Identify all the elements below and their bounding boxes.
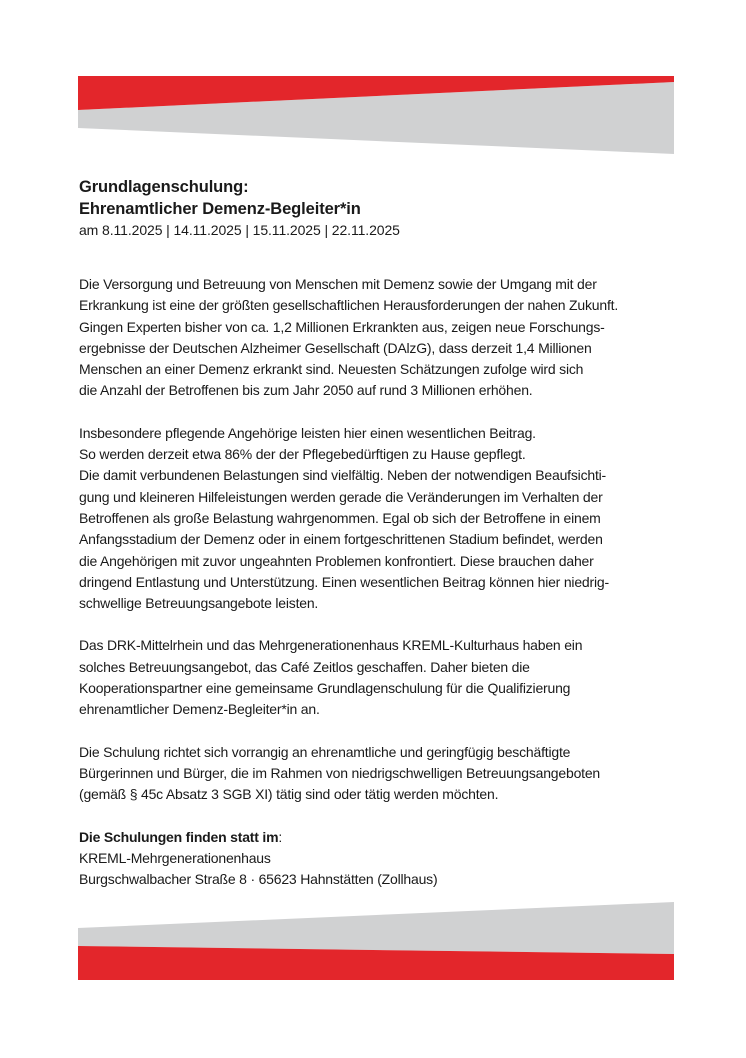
- location-address: Burgschwalbacher Straße 8 · 65623 Hahnstätten (Zollhaus): [79, 871, 438, 888]
- text-line: Die Schulung richtet sich vorrangig an ehrenamtliche und geringfügig beschäftigte: [79, 743, 571, 760]
- text-line: Anfangsstadium der Demenz oder in einem fortgeschrittenen Stadium befindet, werden: [79, 531, 603, 548]
- text-line: Bürgerinnen und Bürger, die im Rahmen von niedrigschwelligen Betreuungsangeboten: [79, 764, 601, 781]
- text-line: Die damit verbundenen Belastungen sind vielfältig. Neben der notwendigen Beaufsichti-: [79, 467, 607, 484]
- text-line: So werden derzeit etwa 86% der der Pflegebedürftigen zu Hause gepflegt.: [79, 446, 526, 463]
- location-block: [79, 827, 679, 891]
- text-line: Betroffenen als große Belastung wahrgenommen. Egal ob sich der Betroffene in einem: [79, 509, 601, 526]
- text-line: die Anzahl der Betroffenen bis zum Jahr 2050 auf rund 3 Millionen erhöhen.: [79, 382, 533, 399]
- location-name: KREML-Mehrgenerationenhaus: [79, 849, 271, 866]
- text-line: Gingen Experten bisher von ca. 1,2 Millionen Erkrankten aus, zeigen neue Forschungs-: [79, 318, 605, 335]
- location-heading-colon: :: [278, 828, 283, 845]
- text-line: dringend Entlastung und Unterstützung. Einen wesentlichen Beitrag können hier niedrig-: [79, 573, 609, 590]
- text-line: Menschen an einer Demenz erkrankt sind. Neuesten Schätzungen zufolge wird sich: [79, 361, 584, 378]
- top-banner-graphic: [0, 70, 746, 156]
- text-line: solches Betreuungsangebot, das Café Zeitlos geschaffen. Daher bieten die: [79, 658, 530, 675]
- text-line: Die Versorgung und Betreuung von Menschen mit Demenz sowie der Umgang mit der: [79, 276, 597, 292]
- text-line: ehrenamtlicher Demenz-Begleiter*in an.: [79, 701, 320, 718]
- bottom-banner-graphic: [0, 898, 746, 984]
- paragraph-target-group: [79, 742, 679, 806]
- text-line: schwellige Betreuungsangebote leisten.: [79, 595, 319, 612]
- text-line: gung und kleineren Hilfeleistungen werden gerade die Veränderungen im Verhalten der: [79, 488, 603, 505]
- text-line: Das DRK-Mittelrhein und das Mehrgenerationenhaus KREML-Kulturhaus haben ein: [79, 637, 583, 654]
- text-line: (gemäß § 45c Absatz 3 SGB XI) tätig sind oder tätig werden möchten.: [79, 786, 499, 803]
- location-heading-line: [79, 827, 679, 848]
- text-line: Erkrankung ist eine der größten gesellschaftlichen Herausforderungen der nahen Zukunft.: [79, 297, 619, 314]
- text-line: die Angehörigen mit zuvor ungeahnten Problemen konfrontiert. Diese brauchen daher: [79, 552, 594, 569]
- text-line: Kooperationspartner eine gemeinsame Grundlagenschulung für die Qualifizierung: [79, 680, 571, 697]
- text-line: ergebnisse der Deutschen Alzheimer Gesellschaft (DAlzG), dass derzeit 1,4 Millionen: [79, 339, 592, 356]
- bottom-banner: [0, 898, 746, 984]
- document-title: [79, 176, 679, 220]
- location-heading: Die Schulungen finden statt im: [79, 828, 279, 845]
- course-dates: am 8.11.2025 | 14.11.2025 | 15.11.2025 | 22.11.2025: [79, 222, 400, 238]
- paragraph-cooperation: [79, 635, 679, 720]
- document-body: [79, 176, 679, 911]
- title-line-1: Grundlagenschulung:: [79, 178, 249, 196]
- text-line: Insbesondere pflegende Angehörige leisten hier einen wesentlichen Beitrag.: [79, 424, 536, 441]
- paragraph-caregivers: [79, 423, 679, 615]
- paragraph-intro: [79, 274, 679, 402]
- title-line-2: Ehrenamtlicher Demenz-Begleiter*in: [79, 200, 361, 218]
- bottom-banner-gray-wedge: [78, 902, 674, 954]
- top-banner: [0, 70, 746, 156]
